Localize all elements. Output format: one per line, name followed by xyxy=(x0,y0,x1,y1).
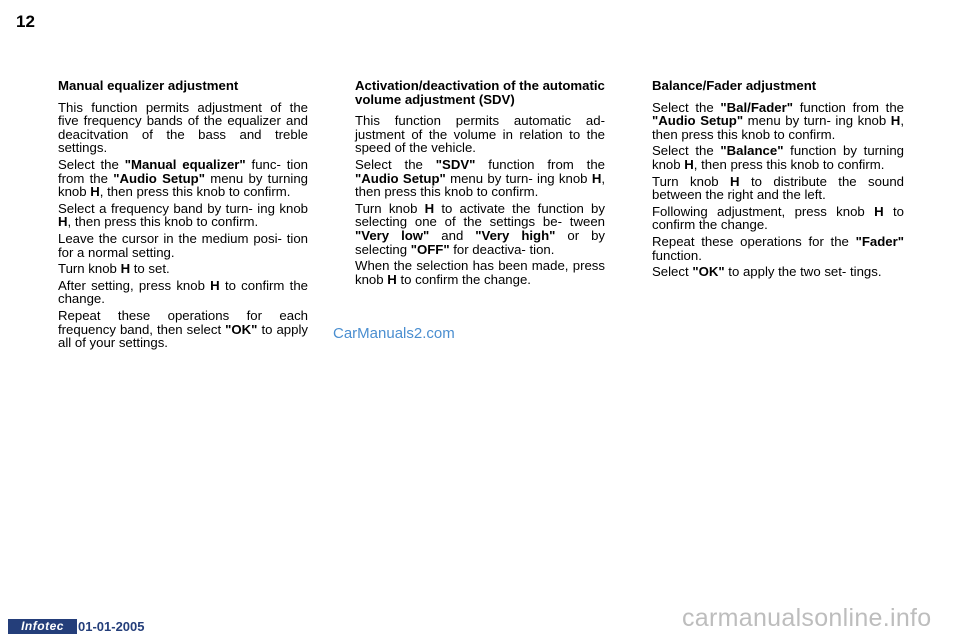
text-run: , then press this knob to confirm. xyxy=(99,184,291,200)
text-run: for deactiva- tion. xyxy=(449,241,555,257)
bold-term: "Very low" xyxy=(355,227,430,243)
site-watermark: carmanualsonline.info xyxy=(682,604,932,632)
paragraph xyxy=(652,235,904,262)
footer-date: 01-01-2005 xyxy=(78,619,145,634)
bold-term: "SDV" xyxy=(435,156,476,172)
text-run: to confirm the change. xyxy=(396,271,531,287)
section-body xyxy=(355,114,605,286)
text-run: menu by turn- ing knob xyxy=(445,170,592,186)
text-run: Turn knob xyxy=(355,200,425,216)
bold-term: "Manual equalizer" xyxy=(124,156,246,172)
text-run: Turn knob xyxy=(652,173,731,189)
section-body xyxy=(652,101,904,279)
page-number: 12 xyxy=(16,12,35,31)
section-heading: Balance/Fader adjustment xyxy=(652,78,817,93)
text-run: This function permits adjustment of the five frequency bands of the equalizer and deacitvation of the bass and treble settings. xyxy=(58,99,308,156)
paragraph xyxy=(58,262,308,276)
paragraph xyxy=(652,144,904,171)
text-run: function by turning knob xyxy=(652,143,904,172)
text-run: function from the xyxy=(793,99,905,115)
text-run: Select the xyxy=(652,143,721,159)
bold-term: H xyxy=(591,170,602,186)
paragraph xyxy=(355,259,605,286)
paragraph xyxy=(58,232,308,259)
bold-term: H xyxy=(58,214,68,230)
paragraph xyxy=(58,101,308,155)
section-body xyxy=(58,101,308,350)
column-balance-fader xyxy=(652,79,904,282)
text-run: or by selecting xyxy=(355,227,605,257)
text-run: Leave the cursor in the medium posi- tion for a normal setting. xyxy=(58,230,308,260)
bold-term: "Audio Setup" xyxy=(113,170,205,186)
paragraph xyxy=(652,205,904,232)
section-heading: Activation/deactivation of the automatic volume adjustment (SDV) xyxy=(355,78,605,107)
paragraph xyxy=(652,265,904,279)
bold-term: "Bal/Fader" xyxy=(720,99,793,115)
text-run: to distribute the sound between the right and the left. xyxy=(652,173,904,203)
bold-term: H xyxy=(210,277,220,293)
text-run: function from the xyxy=(475,156,605,172)
paragraph xyxy=(58,309,308,350)
bold-term: "OK" xyxy=(692,264,725,280)
bold-term: "OFF" xyxy=(410,241,450,257)
text-run: to set. xyxy=(130,261,170,277)
text-run: Select the xyxy=(58,156,125,172)
text-run: , then press this knob to confirm. xyxy=(355,170,606,200)
bold-term: "OK" xyxy=(225,321,258,337)
text-run: to activate the function by selecting one of the settings be- tween xyxy=(355,200,605,230)
bold-term: H xyxy=(90,184,100,200)
bold-term: "Fader" xyxy=(855,233,904,249)
carmanuals-watermark[interactable]: CarManuals2.com xyxy=(333,325,455,342)
text-run: This function permits automatic ad- justment of the volume in relation to the speed of the vehicle. xyxy=(355,113,605,156)
column-manual-equalizer xyxy=(58,79,308,353)
paragraph xyxy=(58,279,308,306)
text-run: , then press this knob to confirm. xyxy=(693,156,885,172)
bold-term: H xyxy=(387,271,397,287)
text-run: to confirm the change. xyxy=(58,277,308,307)
text-run: menu by turn- ing knob xyxy=(743,113,891,129)
paragraph xyxy=(355,158,605,199)
paragraph xyxy=(652,101,904,142)
bold-term: H xyxy=(684,156,694,172)
text-run: Select xyxy=(652,264,693,280)
text-run: to confirm the change. xyxy=(652,203,904,233)
bold-term: "Balance" xyxy=(720,143,784,159)
text-run: Repeat these operations for the xyxy=(652,233,856,249)
bold-term: H xyxy=(874,203,884,219)
text-run: Select a frequency band by turn- ing knob xyxy=(58,200,308,216)
text-run: Select the xyxy=(355,156,436,172)
text-run: , then press this knob to confirm. xyxy=(652,113,904,142)
infotec-logo: Infotec xyxy=(8,619,77,634)
bold-term: H xyxy=(120,261,131,277)
text-run: to apply all of your settings. xyxy=(58,321,308,351)
section-heading: Manual equalizer adjustment xyxy=(58,78,239,93)
text-run: Following adjustment, press knob xyxy=(652,203,875,219)
text-run: When the selection has been made, press knob xyxy=(355,258,605,287)
paragraph xyxy=(355,202,605,256)
paragraph xyxy=(652,175,904,202)
text-run: Turn knob xyxy=(58,261,121,277)
text-run: function. xyxy=(652,247,702,263)
text-run: Select the xyxy=(652,99,721,115)
text-run: to apply the two set- tings. xyxy=(724,264,882,280)
text-run: Repeat these operations for each frequency band, then select xyxy=(58,307,308,337)
text-run: menu by turning knob xyxy=(58,170,308,200)
bold-term: "Very high" xyxy=(475,227,556,243)
text-run: , then press this knob to confirm. xyxy=(67,214,259,230)
paragraph xyxy=(58,202,308,229)
text-run: and xyxy=(429,227,476,243)
paragraph xyxy=(355,114,605,155)
text-run: func- tion from the xyxy=(58,156,308,186)
column-sdv xyxy=(355,79,605,289)
bold-term: H xyxy=(890,113,901,129)
bold-term: H xyxy=(730,173,740,189)
bold-term: "Audio Setup" xyxy=(355,170,446,186)
bold-term: "Audio Setup" xyxy=(652,113,744,129)
paragraph xyxy=(58,158,308,199)
text-run: After setting, press knob xyxy=(58,277,211,293)
bold-term: H xyxy=(424,200,435,216)
